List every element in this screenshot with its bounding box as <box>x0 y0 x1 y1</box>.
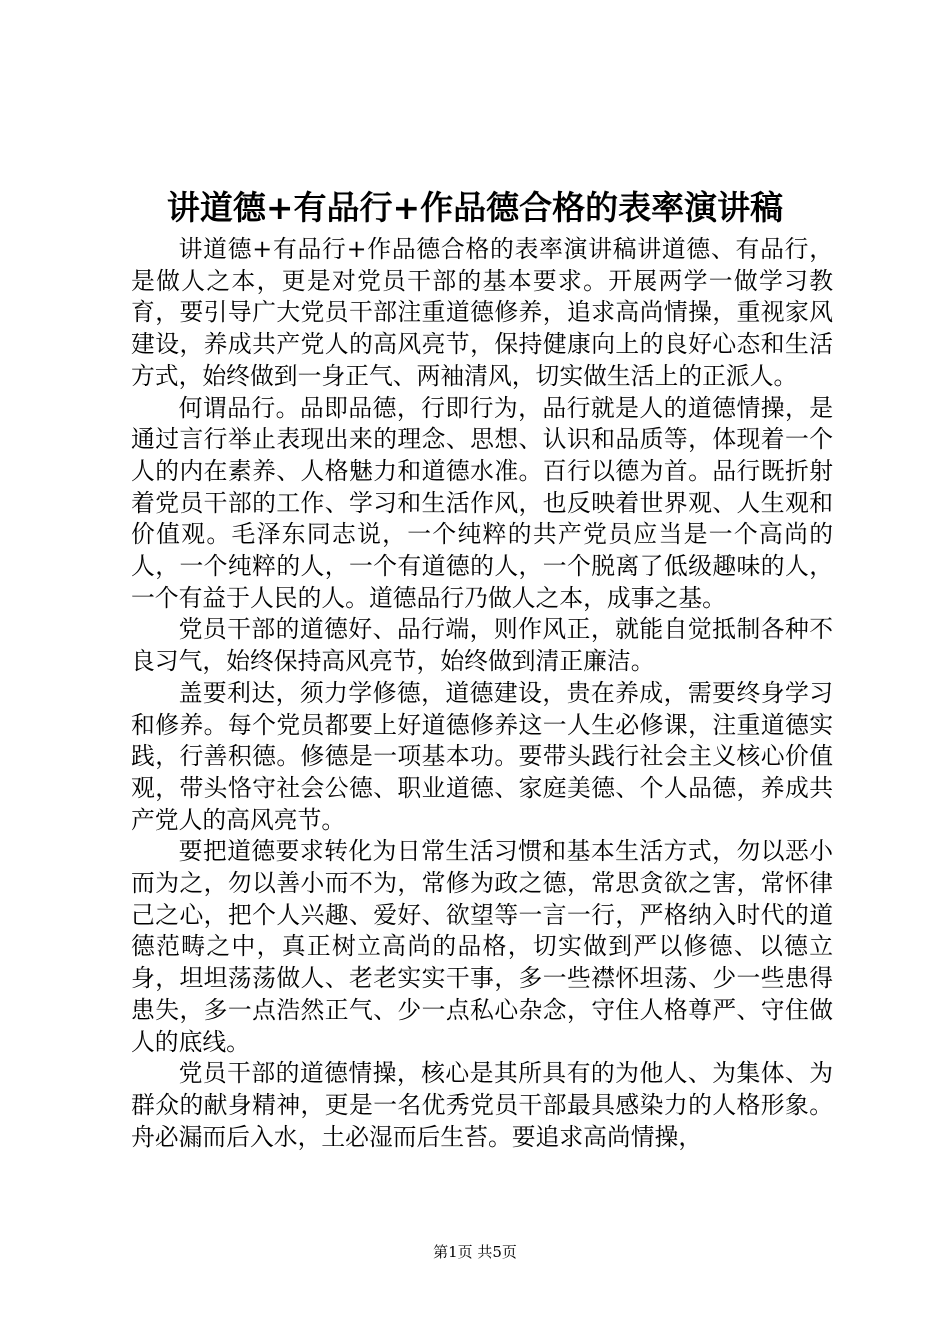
paragraph: 党员干部的道德情操，核心是其所具有的为他人、为集体、为群众的献身精神，更是一名优秀党员干部最具感染力的人格形象。舟必漏而后入水，土必湿而后生苔。要追求高尚情操， <box>131 1059 833 1151</box>
paragraph: 党员干部的道德好、品行端，则作风正，就能自觉抵制各种不良习气，始终保持高风亮节，始终做到清正廉洁。 <box>131 615 833 676</box>
document-body <box>131 234 833 1153</box>
page-footer: 第1页 共5页 <box>433 1243 517 1261</box>
paragraph: 讲道德+有品行+作品德合格的表率演讲稿讲道德、有品行，是做人之本，更是对党员干部的基本要求。开展两学一做学习教育，要引导广大党员干部注重道德修养，追求高尚情操，重视家风建设，养成共产党人的高风亮节，保持健康向上的良好心态和生活方式，始终做到一身正气、两袖清风，切实做生活上的正派人。 <box>131 235 833 390</box>
paragraph: 要把道德要求转化为日常生活习惯和基本生活方式，勿以恶小而为之，勿以善小而不为，常修为政之德，常思贪欲之害，常怀律己之心，把个人兴趣、爱好、欲望等一言一行，严格纳入时代的道德范畴之中，真正树立高尚的品格，切实做到严以修德、以德立身，坦坦荡荡做人、老老实实干事，多一些襟怀坦荡、少一些患得患失，多一点浩然正气、少一点私心杂念，守住人格尊严、守住做人的底线。 <box>131 837 833 1056</box>
paragraph: 何谓品行。品即品德，行即行为，品行就是人的道德情操，是通过言行举止表现出来的理念、思想、认识和品质等，体现着一个人的内在素养、人格魅力和道德水准。百行以德为首。品行既折射着党员干部的工作、学习和生活作风，也反映着世界观、人生观和价值观。毛泽东同志说，一个纯粹的共产党员应当是一个高尚的人，一个纯粹的人，一个有道德的人，一个脱离了低级趣味的人，一个有益于人民的人。道德品行乃做人之本，成事之基。 <box>131 393 833 612</box>
paragraph: 盖要利达，须力学修德，道德建设，贵在养成，需要终身学习和修养。每个党员都要上好道德修养这一人生必修课，注重道德实践，行善积德。修德是一项基本功。要带头践行社会主义核心价值观，带头恪守社会公德、职业道德、家庭美德、个人品德，养成共产党人的高风亮节。 <box>131 678 833 834</box>
document-title: 讲道德+有品行+作品德合格的表率演讲稿 <box>166 188 784 227</box>
